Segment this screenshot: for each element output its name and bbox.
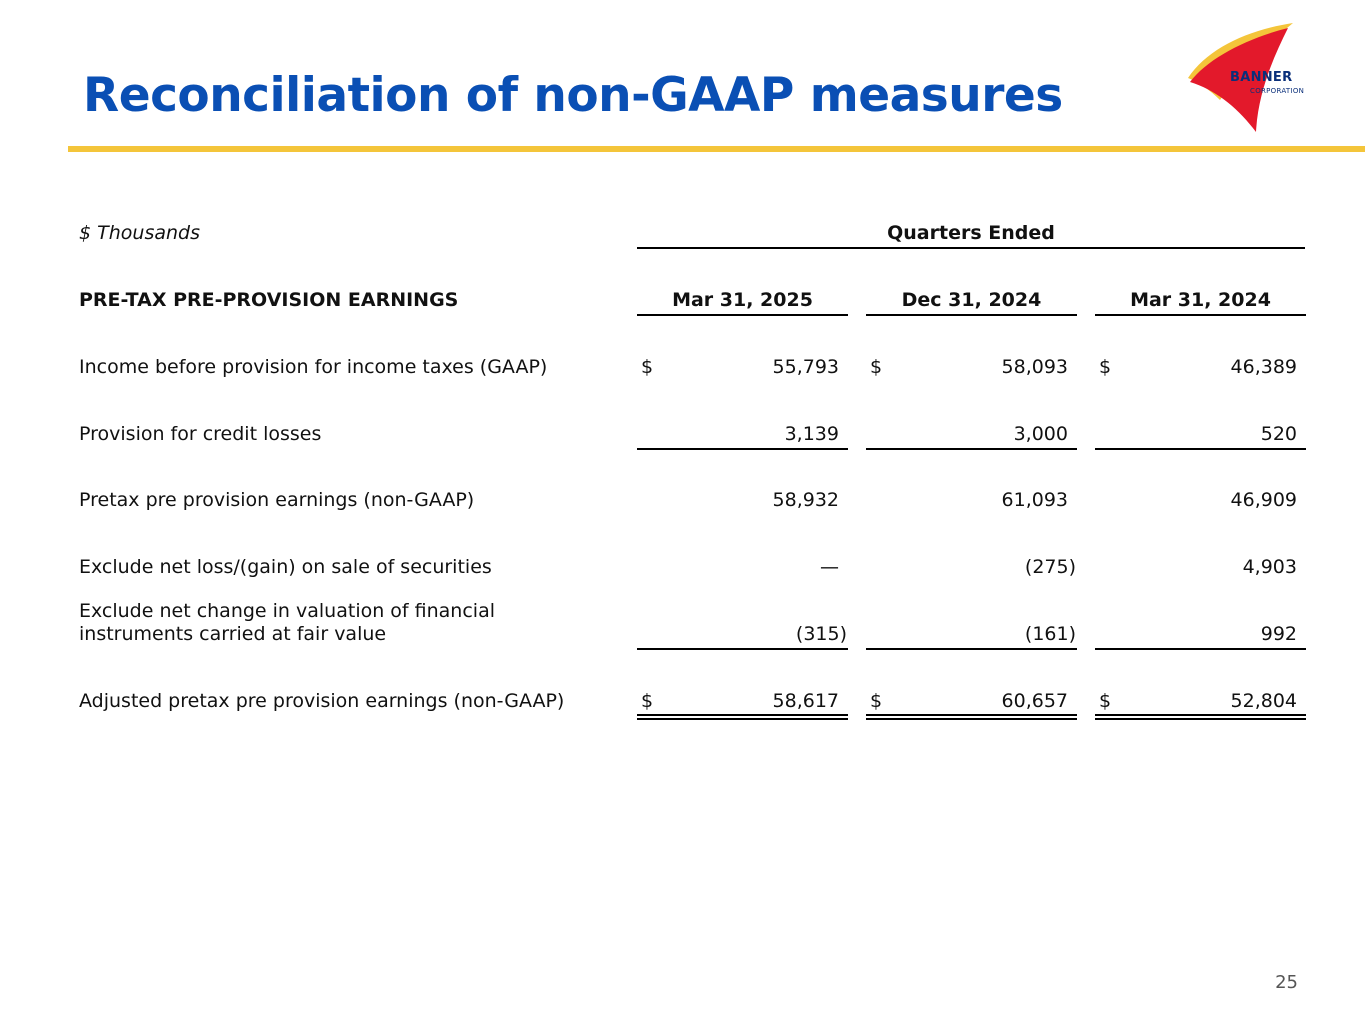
- currency-symbol: $: [870, 356, 883, 378]
- row-label-exclude-valuation-line1: Exclude net change in valuation of financial: [79, 600, 495, 622]
- subtotal-rule: [637, 648, 848, 650]
- row-label-exclude-valuation-line2: instruments carried at fair value: [79, 623, 387, 645]
- page-title: Reconciliation of non-GAAP measures: [83, 68, 1063, 123]
- group-header-rule: [637, 247, 1305, 249]
- cell-value: 3,139: [784, 423, 839, 445]
- currency-symbol: $: [870, 690, 883, 712]
- cell-value: 3,000: [1013, 423, 1068, 445]
- logo-subtitle: CORPORATION: [1250, 87, 1305, 95]
- column-header-rule: [866, 314, 1077, 316]
- currency-symbol: $: [1099, 690, 1112, 712]
- subtotal-rule: [866, 648, 1077, 650]
- cell-value: 4,903: [1242, 556, 1297, 578]
- total-double-rule: [866, 714, 1077, 720]
- cell-value: (275): [1024, 556, 1076, 578]
- row-label-provision-credit-losses: Provision for credit losses: [79, 423, 322, 445]
- cell-value: 55,793: [772, 356, 839, 378]
- unit-label: $ Thousands: [79, 222, 200, 244]
- title-divider: [68, 146, 1365, 152]
- cell-value: 58,932: [772, 489, 839, 511]
- cell-value: —: [820, 556, 839, 578]
- column-header-1: Mar 31, 2025: [672, 289, 813, 311]
- cell-value: 52,804: [1230, 690, 1297, 712]
- cell-value: (161): [1024, 623, 1076, 645]
- total-double-rule: [637, 714, 848, 720]
- cell-value: 46,909: [1230, 489, 1297, 511]
- group-header: Quarters Ended: [887, 222, 1055, 244]
- cell-value: 46,389: [1230, 356, 1297, 378]
- row-label-adjusted-pretax: Adjusted pretax pre provision earnings (non-GAAP): [79, 690, 565, 712]
- subtotal-rule: [866, 448, 1077, 450]
- currency-symbol: $: [1099, 356, 1112, 378]
- currency-symbol: $: [641, 690, 654, 712]
- column-header-3: Mar 31, 2024: [1130, 289, 1271, 311]
- row-label-exclude-securities: Exclude net loss/(gain) on sale of securities: [79, 556, 492, 578]
- subtotal-rule: [637, 448, 848, 450]
- cell-value: (315): [795, 623, 847, 645]
- currency-symbol: $: [641, 356, 654, 378]
- subtotal-rule: [1095, 448, 1306, 450]
- column-header-rule: [1095, 314, 1306, 316]
- subtotal-rule: [1095, 648, 1306, 650]
- section-header: PRE-TAX PRE-PROVISION EARNINGS: [79, 289, 459, 311]
- total-double-rule: [1095, 714, 1306, 720]
- row-label-income-before-provision: Income before provision for income taxes (GAAP): [79, 356, 548, 378]
- page-number: 25: [1275, 972, 1298, 993]
- cell-value: 60,657: [1001, 690, 1068, 712]
- cell-value: 992: [1260, 623, 1297, 645]
- column-header-2: Dec 31, 2024: [901, 289, 1042, 311]
- cell-value: 61,093: [1001, 489, 1068, 511]
- cell-value: 58,093: [1001, 356, 1068, 378]
- column-header-rule: [637, 314, 848, 316]
- cell-value: 58,617: [772, 690, 839, 712]
- logo-name: BANNER: [1230, 70, 1293, 85]
- cell-value: 520: [1260, 423, 1297, 445]
- row-label-pretax-pre-provision: Pretax pre provision earnings (non-GAAP): [79, 489, 475, 511]
